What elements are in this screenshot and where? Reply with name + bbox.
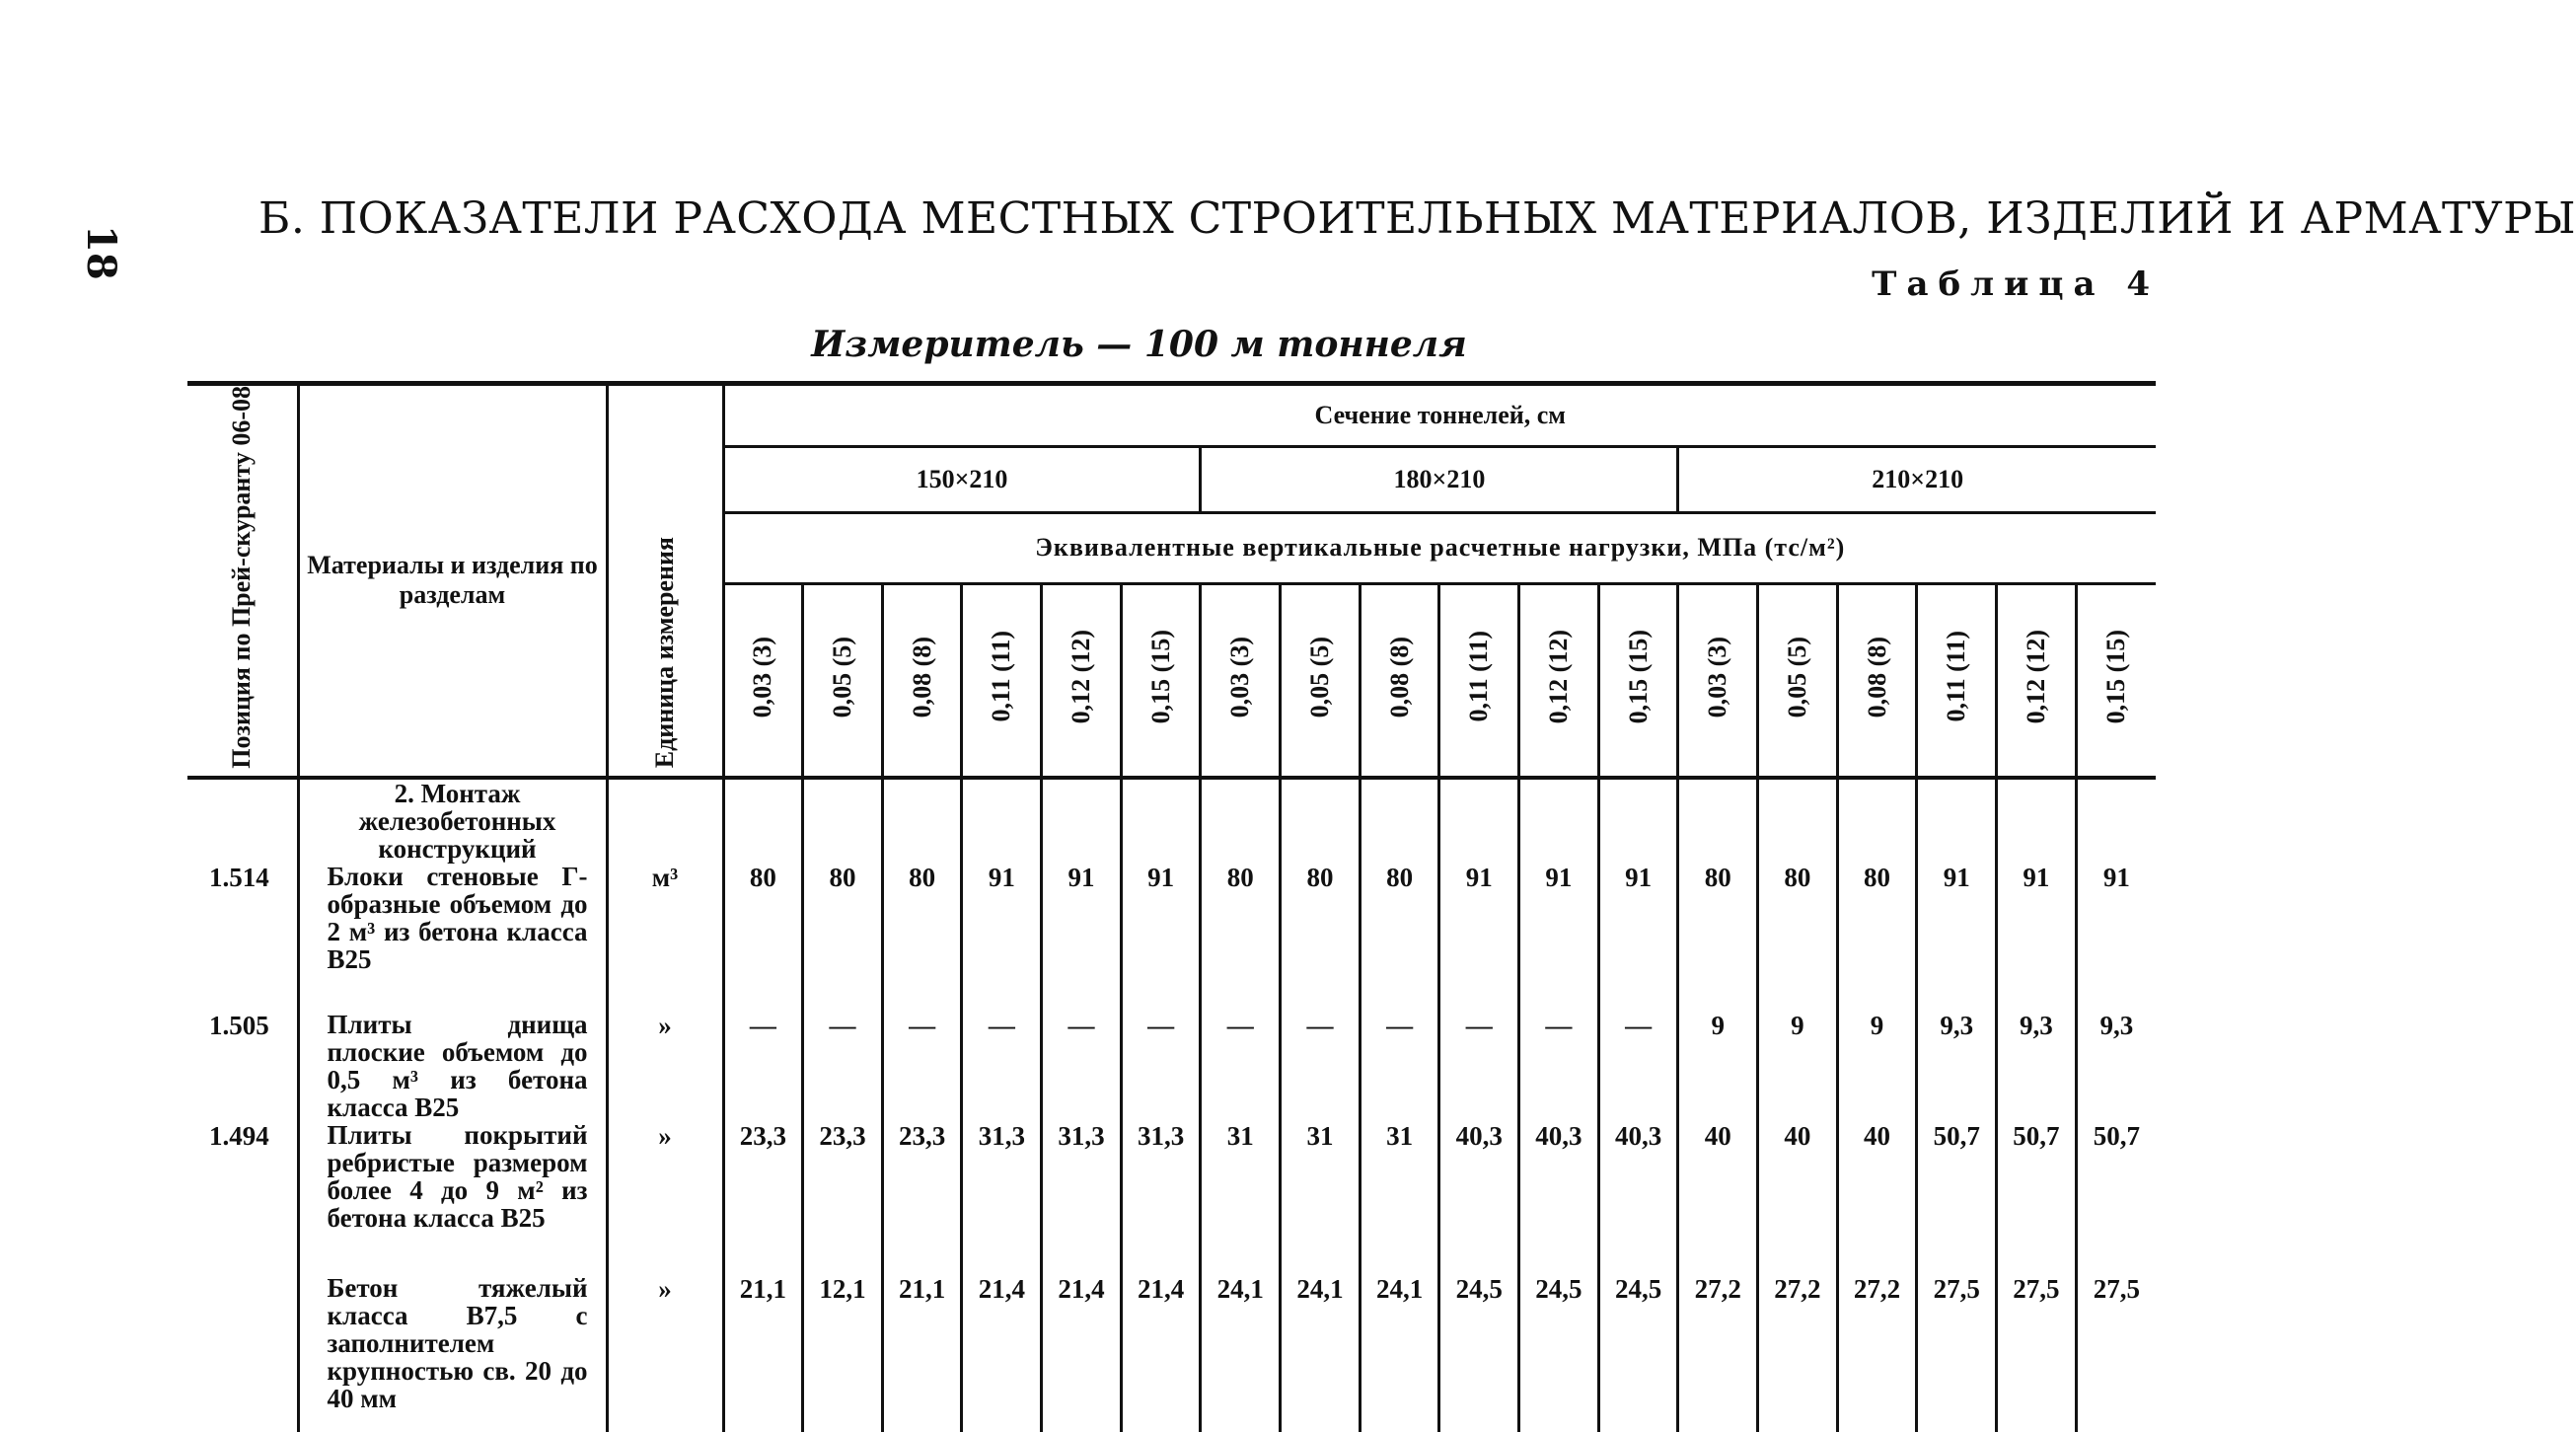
row-value: 40,3 xyxy=(1598,1121,1678,1274)
row-value: 9,3 xyxy=(1917,1011,1997,1121)
row-value: — xyxy=(962,1011,1042,1121)
section-value-cell xyxy=(1758,778,1838,863)
header-load-col: 0,08 (8) xyxy=(1837,583,1917,777)
page-number: 18 xyxy=(78,225,124,280)
materials-table xyxy=(187,381,2156,1432)
row-value: 91 xyxy=(1598,863,1678,1011)
row-value: — xyxy=(882,1011,962,1121)
row-value: 31 xyxy=(1201,1121,1281,1274)
row-value: 9 xyxy=(1678,1011,1758,1121)
header-load-col: 0,12 (12) xyxy=(1997,583,2077,777)
header-load-col: 0,03 (3) xyxy=(1678,583,1758,777)
section-value-cell xyxy=(1519,778,1599,863)
row-value: 23,3 xyxy=(803,1121,883,1274)
row-value: — xyxy=(803,1011,883,1121)
header-size-210: 210×210 xyxy=(1678,447,2156,512)
header-load-col: 0,12 (12) xyxy=(1519,583,1599,777)
row-value: 27,2 xyxy=(1758,1274,1838,1432)
section-value-cell xyxy=(962,778,1042,863)
row-value: 24,1 xyxy=(1360,1274,1439,1432)
row-value: 9 xyxy=(1837,1011,1917,1121)
row-value: 40 xyxy=(1678,1121,1758,1274)
row-position: 1.505 xyxy=(209,1010,269,1040)
row-value: — xyxy=(723,1011,803,1121)
row-value: 21,4 xyxy=(1042,1274,1122,1432)
row-value: — xyxy=(1281,1011,1361,1121)
header-load-col: 0,05 (5) xyxy=(1281,583,1361,777)
header-load-col: 0,15 (15) xyxy=(1598,583,1678,777)
row-value: 91 xyxy=(1519,863,1599,1011)
row-material: Плиты днища плоские объемом до 0,5 м³ из бетона класса В25 xyxy=(298,1011,607,1121)
section-value-cell xyxy=(1917,778,1997,863)
header-load-col: 0,11 (11) xyxy=(1439,583,1519,777)
header-load-col: 0,05 (5) xyxy=(1758,583,1838,777)
row-value: 91 xyxy=(1121,863,1201,1011)
table-label: Таблица 4 xyxy=(1872,264,2160,304)
section-value-cell xyxy=(1439,778,1519,863)
row-value: 40 xyxy=(1837,1121,1917,1274)
section-value-cell xyxy=(1837,778,1917,863)
row-value: — xyxy=(1519,1011,1599,1121)
header-load-col: 0,15 (15) xyxy=(1121,583,1201,777)
table-row xyxy=(187,1274,2156,1432)
row-value: 50,7 xyxy=(2076,1121,2156,1274)
section-value-cell xyxy=(1042,778,1122,863)
page-heading: Б. ПОКАЗАТЕЛИ РАСХОДА МЕСТНЫХ СТРОИТЕЛЬНЫХ МАТЕРИАЛОВ, ИЗДЕЛИЙ И АРМАТУРЫ xyxy=(258,193,2576,244)
row-value: 24,5 xyxy=(1598,1274,1678,1432)
row-value: 23,3 xyxy=(723,1121,803,1274)
section-value-cell xyxy=(1201,778,1281,863)
row-value: 91 xyxy=(962,863,1042,1011)
row-material: Бетон тяжелый класса В7,5 с заполнителем крупностью св. 20 до 40 мм xyxy=(298,1274,607,1432)
header-size-150: 150×210 xyxy=(723,447,1201,512)
section-heading: 2. Монтаж железобетонных конструкций xyxy=(298,778,607,863)
row-value: 31,3 xyxy=(962,1121,1042,1274)
table-row xyxy=(187,1011,2156,1121)
section-value-cell xyxy=(1360,778,1439,863)
row-value: 9 xyxy=(1758,1011,1838,1121)
row-value: 9,3 xyxy=(2076,1011,2156,1121)
row-material: Плиты покрытий ребристые размером более 4 до 9 м² из бетона класса В25 xyxy=(298,1121,607,1274)
header-materials: Материалы и изделия по разделам xyxy=(298,384,607,778)
row-value: — xyxy=(1439,1011,1519,1121)
row-value: 31 xyxy=(1281,1121,1361,1274)
row-value: 31,3 xyxy=(1121,1121,1201,1274)
row-value: 9,3 xyxy=(1997,1011,2077,1121)
row-value: 21,1 xyxy=(882,1274,962,1432)
row-value: 80 xyxy=(882,863,962,1011)
header-load-col: 0,15 (15) xyxy=(2076,583,2156,777)
row-value: 50,7 xyxy=(1917,1121,1997,1274)
row-value: 40,3 xyxy=(1439,1121,1519,1274)
row-value: 12,1 xyxy=(803,1274,883,1432)
row-value: 80 xyxy=(723,863,803,1011)
section-value-cell xyxy=(803,778,883,863)
row-value: 24,5 xyxy=(1439,1274,1519,1432)
row-value: — xyxy=(1598,1011,1678,1121)
section-values xyxy=(723,778,803,863)
row-material: Блоки стеновые Г-образные объемом до 2 м³ из бетона класса В25 xyxy=(298,863,607,1011)
row-value: 21,4 xyxy=(962,1274,1042,1432)
row-value: 24,1 xyxy=(1281,1274,1361,1432)
row-value: 91 xyxy=(1917,863,1997,1011)
row-value: — xyxy=(1360,1011,1439,1121)
header-load-col: 0,05 (5) xyxy=(803,583,883,777)
section-value-cell xyxy=(1121,778,1201,863)
row-value: 80 xyxy=(1201,863,1281,1011)
section-value-cell xyxy=(1598,778,1678,863)
row-unit: » xyxy=(607,1011,723,1121)
table-row xyxy=(187,1121,2156,1274)
row-value: — xyxy=(1201,1011,1281,1121)
row-value: 23,3 xyxy=(882,1121,962,1274)
row-value: 91 xyxy=(2076,863,2156,1011)
section-position xyxy=(187,778,298,863)
row-value: 91 xyxy=(1997,863,2077,1011)
row-position: 1.514 xyxy=(209,862,269,892)
header-unit: Единица измерения xyxy=(607,384,723,778)
header-load-col: 0,08 (8) xyxy=(1360,583,1439,777)
section-value-cell xyxy=(882,778,962,863)
row-value: 80 xyxy=(1360,863,1439,1011)
row-unit: » xyxy=(607,1121,723,1274)
row-value: 21,4 xyxy=(1121,1274,1201,1432)
row-unit: м³ xyxy=(607,863,723,1011)
header-size-180: 180×210 xyxy=(1201,447,1678,512)
row-value: — xyxy=(1042,1011,1122,1121)
row-value: 27,5 xyxy=(1997,1274,2077,1432)
header-section: Сечение тоннелей, см xyxy=(723,384,2156,447)
row-value: 80 xyxy=(1837,863,1917,1011)
row-value: 50,7 xyxy=(1997,1121,2077,1274)
row-value: 27,2 xyxy=(1678,1274,1758,1432)
header-load-col: 0,08 (8) xyxy=(882,583,962,777)
header-load-col: 0,11 (11) xyxy=(1917,583,1997,777)
section-unit xyxy=(607,778,723,863)
row-position: 1.494 xyxy=(209,1120,269,1151)
row-value: 80 xyxy=(1758,863,1838,1011)
row-value: 91 xyxy=(1042,863,1122,1011)
row-value: 21,1 xyxy=(723,1274,803,1432)
section-value-cell xyxy=(1678,778,1758,863)
row-value: — xyxy=(1121,1011,1201,1121)
section-value-cell xyxy=(1997,778,2077,863)
row-value: 40 xyxy=(1758,1121,1838,1274)
section-value-cell xyxy=(1281,778,1361,863)
row-value: 27,5 xyxy=(2076,1274,2156,1432)
header-load-col: 0,03 (3) xyxy=(1201,583,1281,777)
row-value: 24,1 xyxy=(1201,1274,1281,1432)
header-load-col: 0,03 (3) xyxy=(723,583,803,777)
row-value: 80 xyxy=(1678,863,1758,1011)
row-position xyxy=(187,1274,298,1432)
header-load-col: 0,11 (11) xyxy=(962,583,1042,777)
section-value-cell xyxy=(2076,778,2156,863)
row-value: 40,3 xyxy=(1519,1121,1599,1274)
row-value: 24,5 xyxy=(1519,1274,1599,1432)
row-value: 91 xyxy=(1439,863,1519,1011)
table-row xyxy=(187,863,2156,1011)
row-value: 80 xyxy=(1281,863,1361,1011)
header-position: Позиция по Прей-скуранту 06-08 xyxy=(187,384,298,778)
row-value: 27,5 xyxy=(1917,1274,1997,1432)
row-value: 80 xyxy=(803,863,883,1011)
row-unit: » xyxy=(607,1274,723,1432)
header-load-col: 0,12 (12) xyxy=(1042,583,1122,777)
measure-unit: Измеритель — 100 м тоннеля xyxy=(811,324,1467,365)
row-value: 27,2 xyxy=(1837,1274,1917,1432)
header-loads: Эквивалентные вертикальные расчетные нагрузки, МПа (тс/м²) xyxy=(723,512,2156,583)
row-value: 31,3 xyxy=(1042,1121,1122,1274)
row-value: 31 xyxy=(1360,1121,1439,1274)
